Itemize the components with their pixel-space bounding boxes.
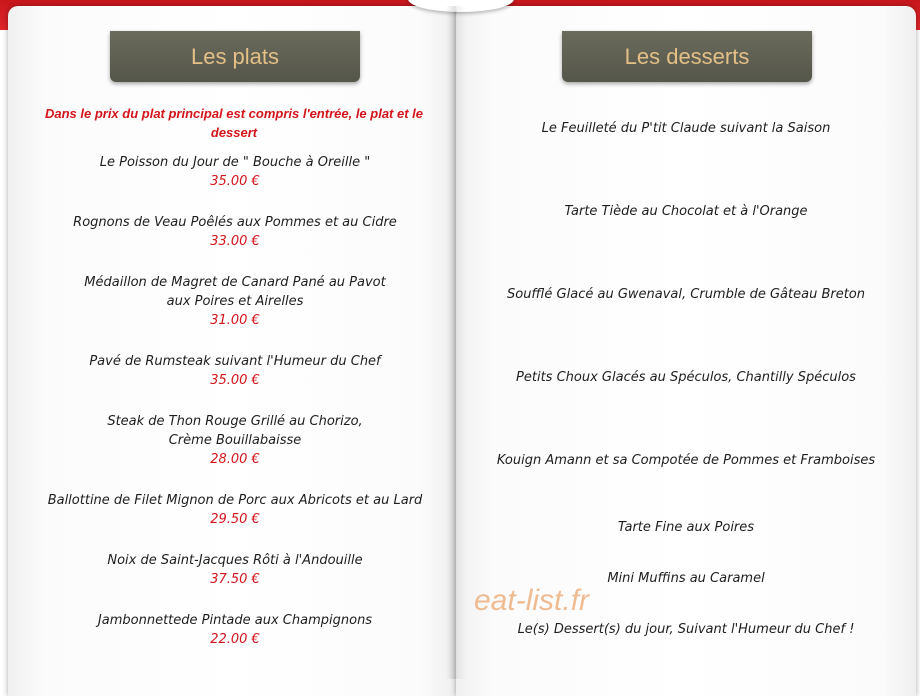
dessert-item: Tarte Tiède au Chocolat et à l'Orange [564, 204, 808, 219]
dish-name: Jambonnettede Pintade aux Champignons [97, 613, 373, 628]
dish-price: 35.00 € [210, 174, 260, 189]
dish-item [30, 213, 440, 251]
dish-price: 35.00 € [210, 373, 260, 388]
dessert-item: Le(s) Dessert(s) du jour, Suivant l'Humeur du Chef ! [517, 622, 855, 637]
dish-item [30, 412, 440, 469]
menu-intro-note: Dans le prix du plat principal est compris l'entrée, le plat et le dessert [44, 106, 424, 140]
dish-name: Steak de Thon Rouge Grillé au Chorizo, [107, 414, 363, 429]
dessert-item: Kouign Amann et sa Compotée de Pommes et Framboises [496, 453, 876, 468]
dish-name: Noix de Saint-Jacques Rôti à l'Andouille [107, 553, 363, 568]
dish-price: 37.50 € [210, 572, 260, 587]
dish-item [30, 491, 440, 529]
dish-item [30, 273, 440, 330]
plats-heading: Les plats [110, 31, 360, 82]
dish-price: 29.50 € [210, 512, 260, 527]
dish-name: Médaillon de Magret de Canard Pané au Pavot [84, 275, 386, 290]
book-spine [446, 6, 466, 679]
dessert-item: Le Feuilleté du P'tit Claude suivant la Saison [541, 121, 831, 136]
dish-item [30, 153, 440, 191]
dish-price: 22.00 € [210, 632, 260, 647]
dish-name-line-2: aux Poires et Airelles [166, 294, 304, 309]
dessert-item: Petits Choux Glacés au Spéculos, Chantilly Spéculos [516, 370, 856, 385]
dish-name: Le Poisson du Jour de " Bouche à Oreille " [99, 155, 371, 170]
dish-item [30, 352, 440, 390]
dish-price: 28.00 € [210, 452, 260, 467]
dish-name-line-2: Crème Bouillabaisse [168, 433, 302, 448]
dish-price: 31.00 € [210, 313, 260, 328]
dish-price: 33.00 € [210, 234, 260, 249]
dish-name: Ballottine de Filet Mignon de Porc aux Abricots et au Lard [47, 493, 423, 508]
dish-item [30, 611, 440, 649]
desserts-heading: Les desserts [562, 31, 812, 82]
dessert-item: Tarte Fine aux Poires [617, 520, 755, 535]
dessert-item: Mini Muffins au Caramel [607, 571, 765, 586]
dish-name: Pavé de Rumsteak suivant l'Humeur du Chef [89, 354, 381, 369]
dessert-item: Soufflé Glacé au Gwenaval, Crumble de Gâteau Breton [506, 287, 865, 302]
dish-name: Rognons de Veau Poêlés aux Pommes et au Cidre [73, 215, 397, 230]
watermark: eat-list.fr [474, 584, 590, 617]
dish-item [30, 551, 440, 589]
